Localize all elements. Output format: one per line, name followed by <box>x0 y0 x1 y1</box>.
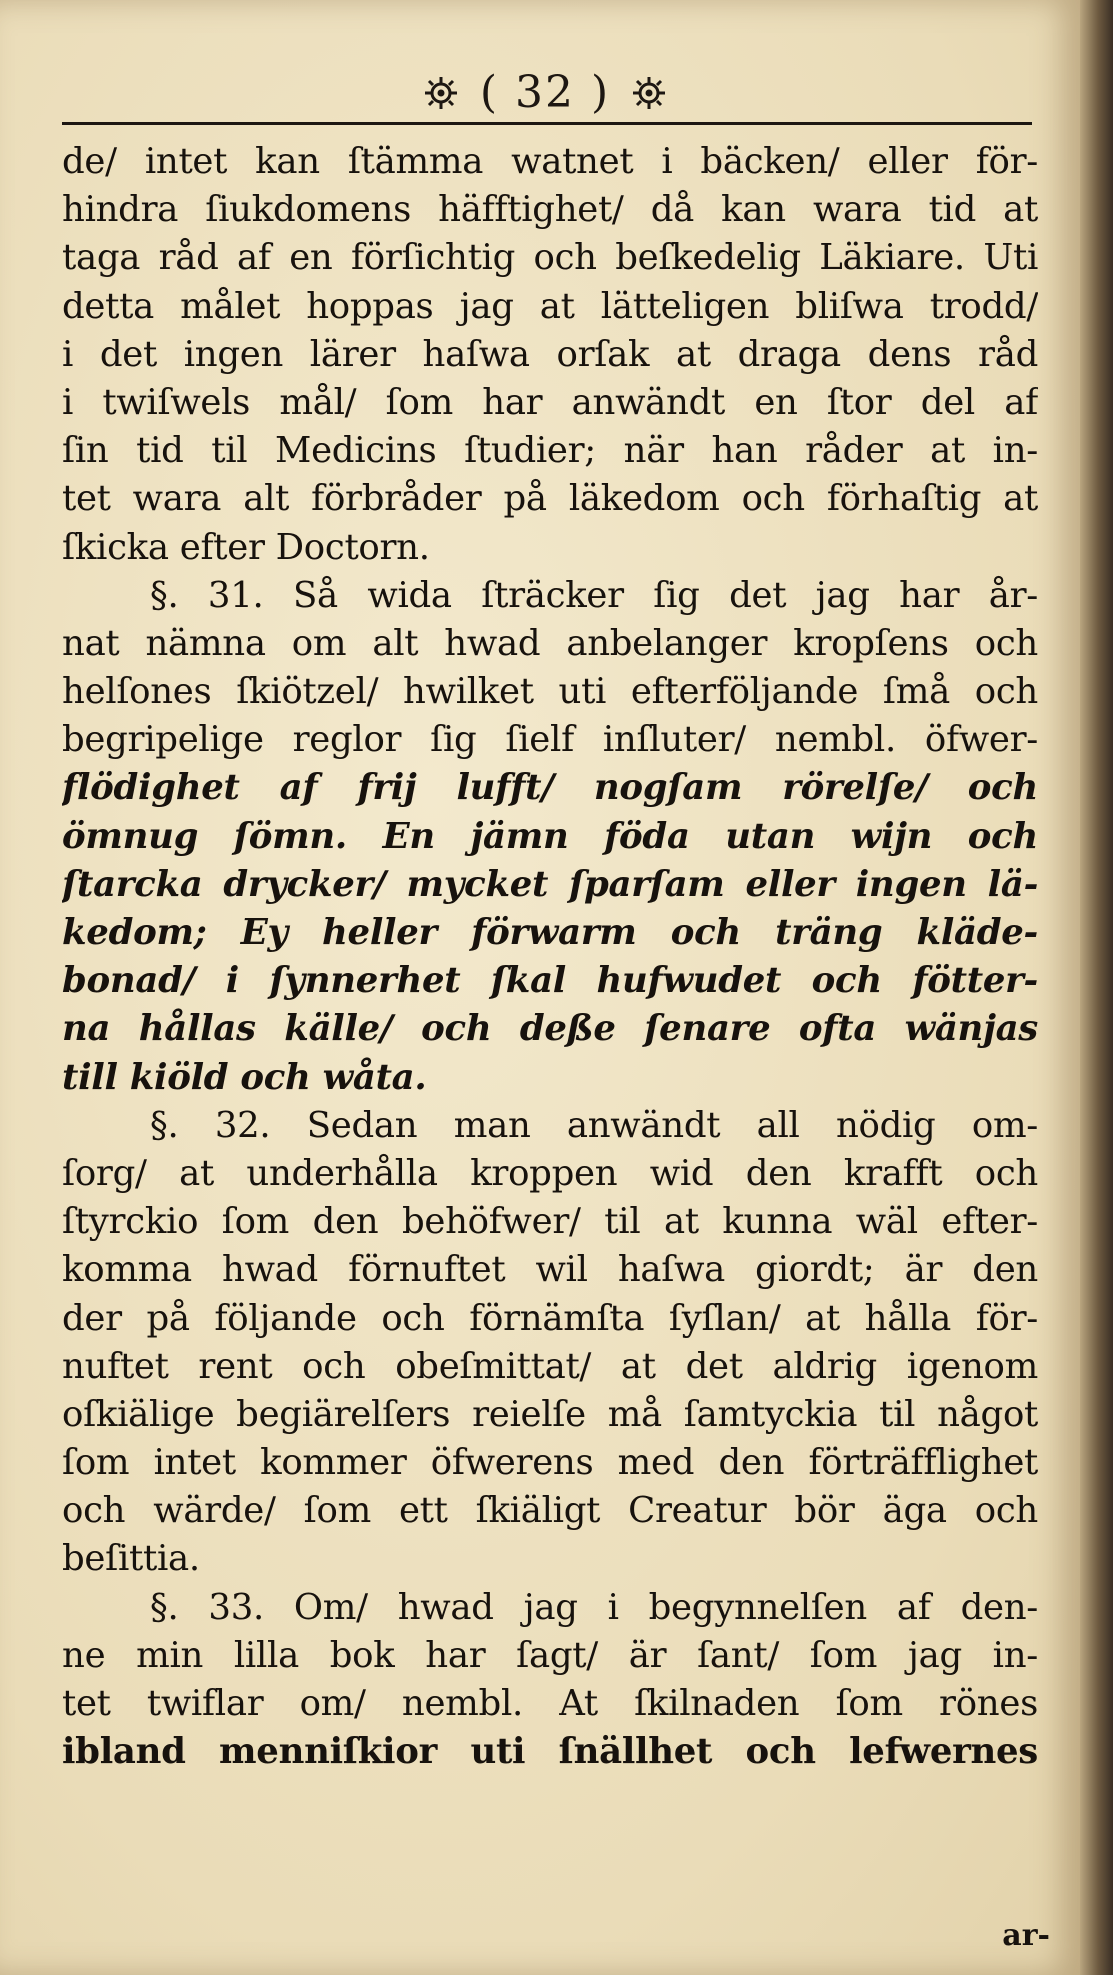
text-line: i det ingen lärer haſwa orſak at draga dens råd <box>62 333 1038 375</box>
ornament-left-icon <box>424 76 458 110</box>
text-line: flödighet af frij lufft/ nogſam rörelſe/ och <box>62 767 1038 809</box>
book-gutter <box>1080 0 1113 1975</box>
text-line: till kiöld och wåta. <box>62 1056 427 1098</box>
text-line: ſin tid til Medicins ſtudier; när han råder at in- <box>62 430 1038 472</box>
text-line: ömnug ſömn. En jämn föda utan wijn och <box>62 815 1038 857</box>
catchword: ar- <box>1002 1918 1050 1953</box>
text-line: der på följande och förnämſta ſyſlan/ at hålla för- <box>62 1297 1038 1339</box>
text-line: och wärde/ ſom ett ſkiäligt Creatur bör äga och <box>62 1490 1038 1532</box>
text-line: komma hwad förnuftet wil haſwa giordt; är den <box>62 1249 1038 1291</box>
text-line: detta målet hoppas jag at lätteligen bliſwa trodd/ <box>62 285 1038 327</box>
text-line: kedom; Ey heller förwarm och träng kläde- <box>62 912 1038 953</box>
page-header <box>60 55 1030 125</box>
text-line: ibland menniſkior uti ſnällhet och lefwernes <box>62 1731 1038 1773</box>
ornament-right-icon <box>632 76 666 110</box>
text-line: begripelige reglor ſig ſielf inſluter/ nembl. öfwer- <box>62 719 1038 761</box>
text-line: ſorg/ at underhålla kroppen wid den krafft och <box>62 1152 1038 1194</box>
page-number: ( 32 ) <box>479 66 611 118</box>
section-31-start: §. 31. Så wida ſträcker ſig det jag har år- <box>150 574 1038 616</box>
text-line: oſkiälige begiärelſers reielſe må ſamtyckia til något <box>62 1393 1038 1435</box>
text-line: ſtarcka drycker/ mycket ſparſam eller ingen lä- <box>62 863 1038 905</box>
text-line: nuftet rent och obeſmittat/ at det aldrig igenom <box>62 1345 1038 1387</box>
text-line: beſittia. <box>62 1538 200 1580</box>
section-32-start: §. 32. Sedan man anwändt all nödig om- <box>150 1104 1038 1146</box>
header-rule <box>62 122 1032 125</box>
text-line: ſtyrckio ſom den behöfwer/ til at kunna wäl efter- <box>62 1201 1038 1243</box>
text-line: hindra ſiukdomens häfftighet/ då kan wara tid at <box>62 189 1038 231</box>
body-text <box>62 138 1038 1776</box>
text-line: i twiſwels mål/ ſom har anwändt en ſtor del af <box>62 381 1038 423</box>
text-line: ne min lilla bok har ſagt/ är ſant/ ſom jag in- <box>62 1634 1038 1676</box>
text-line: na hållas källe/ och deße ſenare ofta wänjas <box>62 1008 1038 1050</box>
text-line: tet twiflar om/ nembl. At ſkilnaden ſom rönes <box>62 1683 1038 1724</box>
text-line: taga råd af en förſichtig och beſkedelig Läkiare. Uti <box>62 237 1038 279</box>
text-line: de/ intet kan ſtämma watnet i bäcken/ eller för- <box>62 141 1038 182</box>
text-line: helſones ſkiötzel/ hwilket uti efterföljande ſmå och <box>62 671 1038 713</box>
text-line: bonad/ i ſynnerhet ſkal hufwudet och fötter- <box>62 960 1038 1002</box>
section-33-start: §. 33. Om/ hwad jag i begynnelſen af den- <box>150 1586 1038 1628</box>
text-line: tet wara alt förbråder på läkedom och förhaſtig at <box>62 478 1038 520</box>
text-line: nat nämna om alt hwad anbelanger kropſens och <box>62 622 1038 664</box>
text-line: ſkicka efter Doctorn. <box>62 526 430 568</box>
text-line: ſom intet kommer öfwerens med den förträfflighet <box>62 1442 1038 1484</box>
